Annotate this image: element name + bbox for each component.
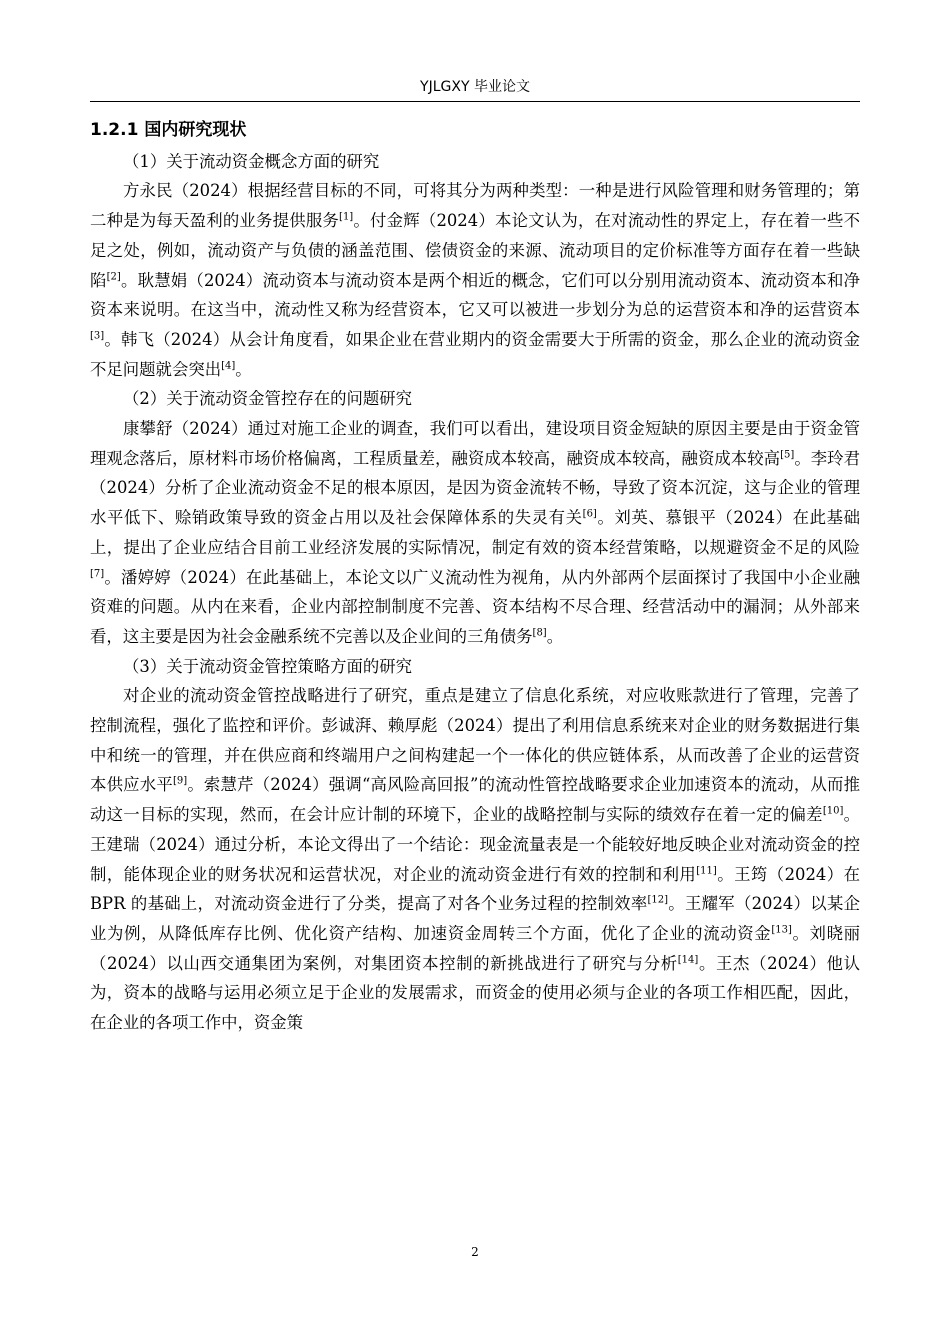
citation-ref: [2] [106, 271, 121, 283]
text-run: 。 [235, 359, 252, 379]
citation-ref: [7] [90, 568, 105, 580]
citation-ref: [6] [582, 508, 597, 520]
text-run: 。索慧芹（2024）强调“高风险高回报”的流动性管控战略要求企业加速资本的流动，从而推动这一目标的实现，然而，在会计应计制的环境下，企业的战略控制与实际的绩效存在着一定的偏差 [90, 775, 860, 825]
text-run: 。 [546, 626, 564, 646]
text-run: 。王建瑞（2024）通过分析，本论文得出了一个结论：现金流量表是一个能较好地反映企业对流动资金的控制，能体现企业的财务状况和运营状况，对企业的流动资金进行有效的控制和利用 [90, 805, 860, 884]
paragraph-3 [90, 681, 860, 1037]
page-number: 2 [471, 1245, 479, 1259]
text-run: 康攀舒（2024）通过对施工企业的调查，我们可以看出，建设项目资金短缺的原因主要是由于资金管理观念落后，原材料市场价格偏离，工程质量差，融资成本较高，融资成本较高，融资成本较高 [90, 419, 860, 468]
citation-ref: [1] [339, 211, 354, 223]
text-run: 对企业的流动资金管控战略进行了研究，重点是建立了信息化系统，对应收账款进行了管理，完善了控制流程，强化了监控和评价。彭诚湃、赖厚彪（2024）提出了利用信息系统来对企业的财务数据进行集中和统一的管理，并在供应商和终端用户之间构建起一个一体化的供应链体系，从而改善了企业的运营资本供应水平 [90, 686, 860, 795]
subsection-title-2: （2）关于流动资金管控存在的问题研究 [123, 389, 413, 409]
text-run: 。刘英、慕银平（2024）在此基础上，提出了企业应结合目前工业经济发展的实际情况，制定有效的资本经营策略，以规避资金不足的风险 [90, 508, 861, 557]
running-header: YJLGXY 毕业论文 [420, 79, 530, 95]
subsection-title-3: （3）关于流动资金管控策略方面的研究 [123, 656, 413, 676]
citation-ref: [8] [532, 627, 547, 639]
citation-ref: [5] [780, 449, 795, 461]
text-run: 。耿慧娟（2024）流动资本与流动资本是两个相近的概念，它们可以分别用流动资本、流动资本和净资本来说明。在这当中，流动性又称为经营资本，它又可以被进一步划分为总的运营资本和净的运营资本 [90, 270, 860, 320]
text-run: 。王杰（2024）他认为，资本的战略与运用必须立足于企业的发展需求，而资金的使用必须与企业的各项工作相匹配，因此，在企业的各项工作中，资金策 [90, 953, 860, 1033]
text-run: 。李玲君（2024）分析了企业流动资金不足的根本原因，是因为资金流转不畅，导致了资本沉淀，这与企业的管理水平低下、赊销政策导致的资金占用以及社会保障体系的失灵有关 [90, 448, 861, 528]
text-run: 。韩飞（2024）从会计角度看，如果企业在营业期内的资金需要大于所需的资金，那么企业的流动资金不足问题就会突出 [90, 329, 860, 379]
text-run: 。王筠（2024）在 BPR 的基础上，对流动资金进行了分类，提高了对各个业务过程的控制效率 [90, 864, 861, 914]
citation-ref: [10] [822, 805, 844, 817]
citation-ref: [9] [172, 776, 188, 787]
citation-ref: [14] [677, 954, 699, 966]
section-heading: 1.2.1 国内研究现状 [90, 120, 247, 140]
subsection-title-1: （1）关于流动资金概念方面的研究 [123, 151, 380, 171]
citation-ref: [13] [771, 924, 792, 936]
citation-ref: [12] [647, 894, 669, 906]
text-run: 方永民（2024）根据经营目标的不同，可将其分为两种类型：一种是进行风险管理和财务管理的；第二种是为每天盈利的业务提供服务 [90, 181, 860, 231]
citation-ref: [11] [696, 865, 717, 877]
text-run: 。潘婷婷（2024）在此基础上，本论文以广义流动性为视角，从内外部两个层面探讨了我国中小企业融资难的问题。从内在来看，企业内部控制制度不完善、资本结构不尽合理、经营活动中的漏洞；从外部来看，这主要是因为社会金融系统不完善以及企业间的三角债务 [90, 567, 860, 646]
header-divider [90, 101, 860, 102]
paragraph-1 [90, 176, 860, 384]
text-run: 。王耀军（2024）以某企业为例，从降低库存比例、优化资产结构、加速资金周转三个方面，优化了企业的流动资金 [90, 894, 860, 943]
citation-ref: [3] [90, 330, 105, 342]
text-run: 。付金辉（2024）本论文认为，在对流动性的界定上，存在着一些不足之处，例如，流动资产与负债的涵盖范围、偿债资金的来源、流动项目的定价标准等方面存在着一些缺陷 [90, 211, 861, 290]
text-run: 。刘晓丽（2024）以山西交通集团为案例，对集团资本控制的新挑战进行了研究与分析 [90, 923, 861, 973]
paragraph-2 [90, 414, 860, 652]
citation-ref: [4] [221, 360, 236, 372]
body-text [90, 116, 860, 1038]
